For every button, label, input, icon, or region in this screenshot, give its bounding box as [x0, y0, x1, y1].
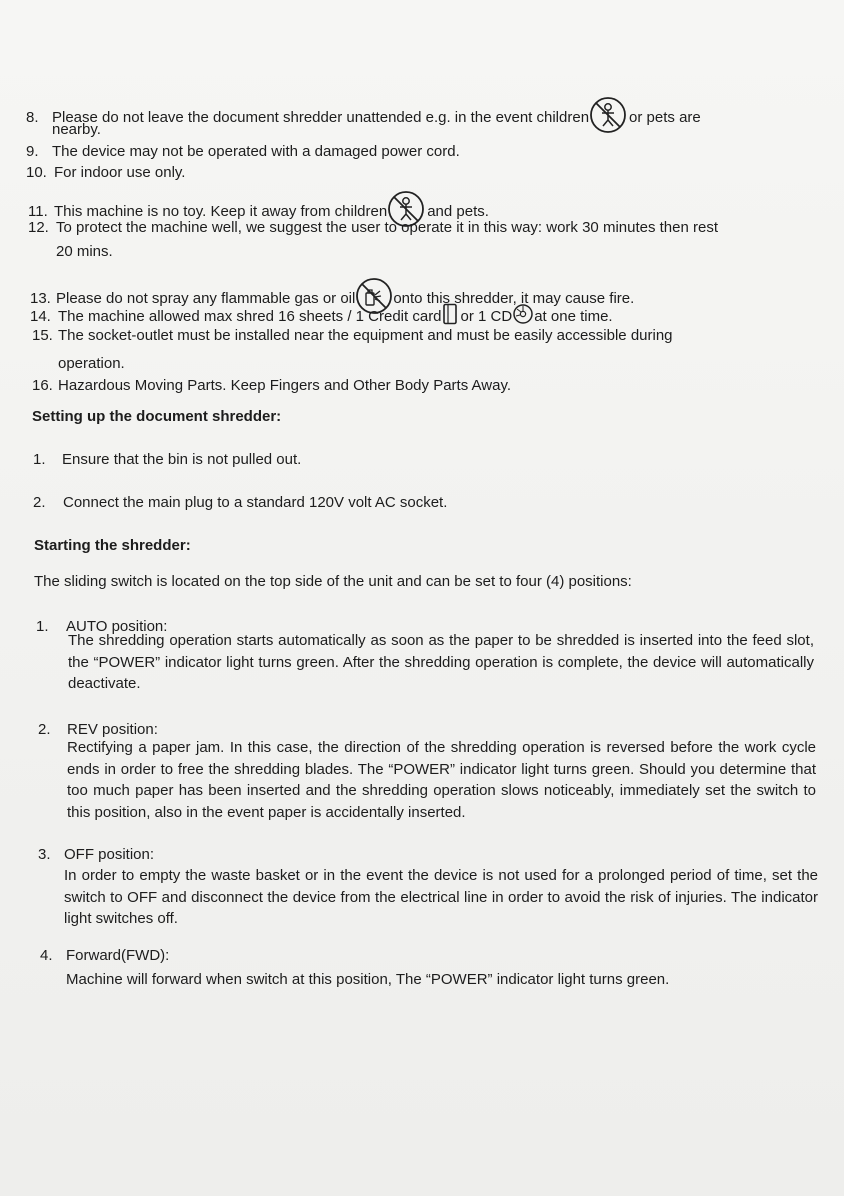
safety-item-9: 9. The device may not be operated with a damaged power cord. — [26, 143, 460, 160]
safety-item-13: 13. Please do not spray any flammable gas or oil onto this shredder, it may cause fire. — [30, 277, 634, 321]
safety-item-15: 15. The socket-outlet must be installed near the equipment and must be easily accessible during — [32, 327, 673, 344]
setup-step-1: 1. Ensure that the bin is not pulled out. — [33, 451, 302, 468]
setup-step-2: 2. Connect the main plug to a standard 120V volt AC socket. — [33, 494, 448, 511]
no-children-icon — [589, 96, 627, 140]
position-1-body: The shredding operation starts automatically as soon as the paper to be shredded is inserted into the feed slot, the “POWER” indicator light turns green. After the shredding operation is complete, the device will automatically deactivate. — [68, 632, 814, 692]
safety-item-10: 10. For indoor use only. — [26, 164, 186, 181]
position-3-body: In order to empty the waste basket or in the event the device is not used for a prolonged period of time, set the switch to OFF and disconnect the device from the electrical line in order to avoid the risk of injuries. The indicator light switches off. — [64, 867, 818, 927]
safety-item-12: 12. To protect the machine well, we suggest the user to operate it in this way: work 30 minutes then rest — [28, 219, 718, 236]
start-intro: The sliding switch is located on the top side of the unit and can be set to four (4) positions: — [34, 573, 632, 590]
start-heading: Starting the shredder: — [34, 537, 191, 554]
position-2-body: Rectifying a paper jam. In this case, the direction of the shredding operation is reversed before the work cycle ends in order to free the shredding blades. The “POWER” indicator light turns green. Should you determine that too much paper has been inserted and the shredding operation slows noticeably, immediately set the switch to this position, also in the event paper is accidentally inserted. — [67, 739, 816, 821]
safety-item-15-cont: operation. — [58, 355, 125, 372]
position-3-title: 3. OFF position: — [38, 846, 155, 863]
setup-heading: Setting up the document shredder: — [32, 408, 282, 425]
position-2-title: 2. REV position: — [38, 721, 158, 738]
position-1-title: 1. AUTO position: — [36, 618, 168, 635]
position-4-title: 4. Forward(FWD): — [40, 947, 170, 964]
show-through-shadow — [770, 70, 830, 110]
position-4-body: Machine will forward when switch at this position, The “POWER” indicator light turns green. — [66, 971, 670, 988]
safety-item-8: 8. Please do not leave the document shredder unattended e.g. in the event children or pets are — [26, 96, 701, 140]
safety-item-14: 14. The machine allowed max shred 16 sheets / 1 Credit card or 1 CD at one time. — [30, 303, 613, 331]
safety-item-11: 11. This machine is no toy. Keep it away from children and pets. — [28, 190, 489, 234]
safety-item-12-cont: 20 mins. — [56, 243, 113, 260]
safety-item-8-cont: nearby. — [52, 121, 101, 138]
safety-item-16: 16. Hazardous Moving Parts. Keep Fingers and Other Body Parts Away. — [32, 377, 512, 394]
